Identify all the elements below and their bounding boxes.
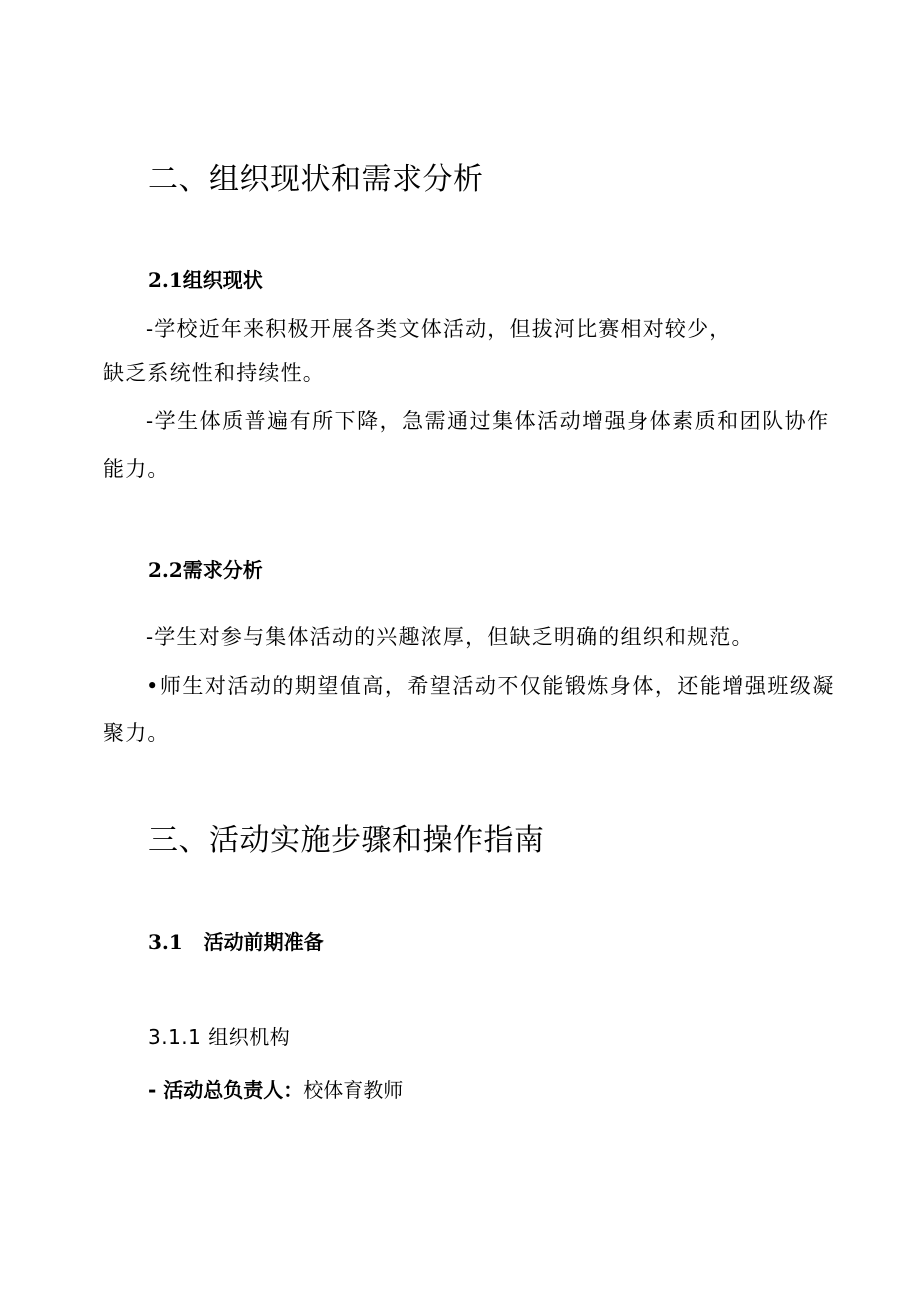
subsection-2-1-heading: 2.1组织现状 [148,268,263,292]
paragraph-2-1-2-line-1: -学生体质普遍有所下降，急需通过集体活动增强身体素质和团队协作 [146,409,830,433]
paragraph-2-2-2-line-2: 聚力。 [103,721,170,745]
role-line [148,1074,403,1103]
paragraph-2-1-1-line-1: -学校近年来积极开展各类文体活动，但拔河比赛相对较少， [146,317,732,341]
subsection-2-2-heading: 2.2需求分析 [148,558,263,582]
paragraph-2-1-2-line-2: 能力。 [103,457,170,481]
paragraph-2-2-1: -学生对参与集体活动的兴趣浓厚，但缺乏明确的组织和规范。 [146,625,754,649]
section-2-heading: 二、组织现状和需求分析 [148,162,484,197]
role-value: 校体育教师 [303,1078,404,1102]
role-label: - 活动总负责人： [148,1078,304,1102]
subsection-3-1-heading: 3.1 活动前期准备 [148,930,324,954]
section-3-heading: 三、活动实施步骤和操作指南 [148,823,545,858]
subsection-3-1-1-heading: 3.1.1 组织机构 [148,1025,291,1049]
paragraph-2-2-2-line-1: •师生对活动的期望值高，希望活动不仅能锻炼身体，还能增强班级凝 [146,674,835,698]
paragraph-2-1-1-line-2: 缺乏系统性和持续性。 [103,361,325,385]
